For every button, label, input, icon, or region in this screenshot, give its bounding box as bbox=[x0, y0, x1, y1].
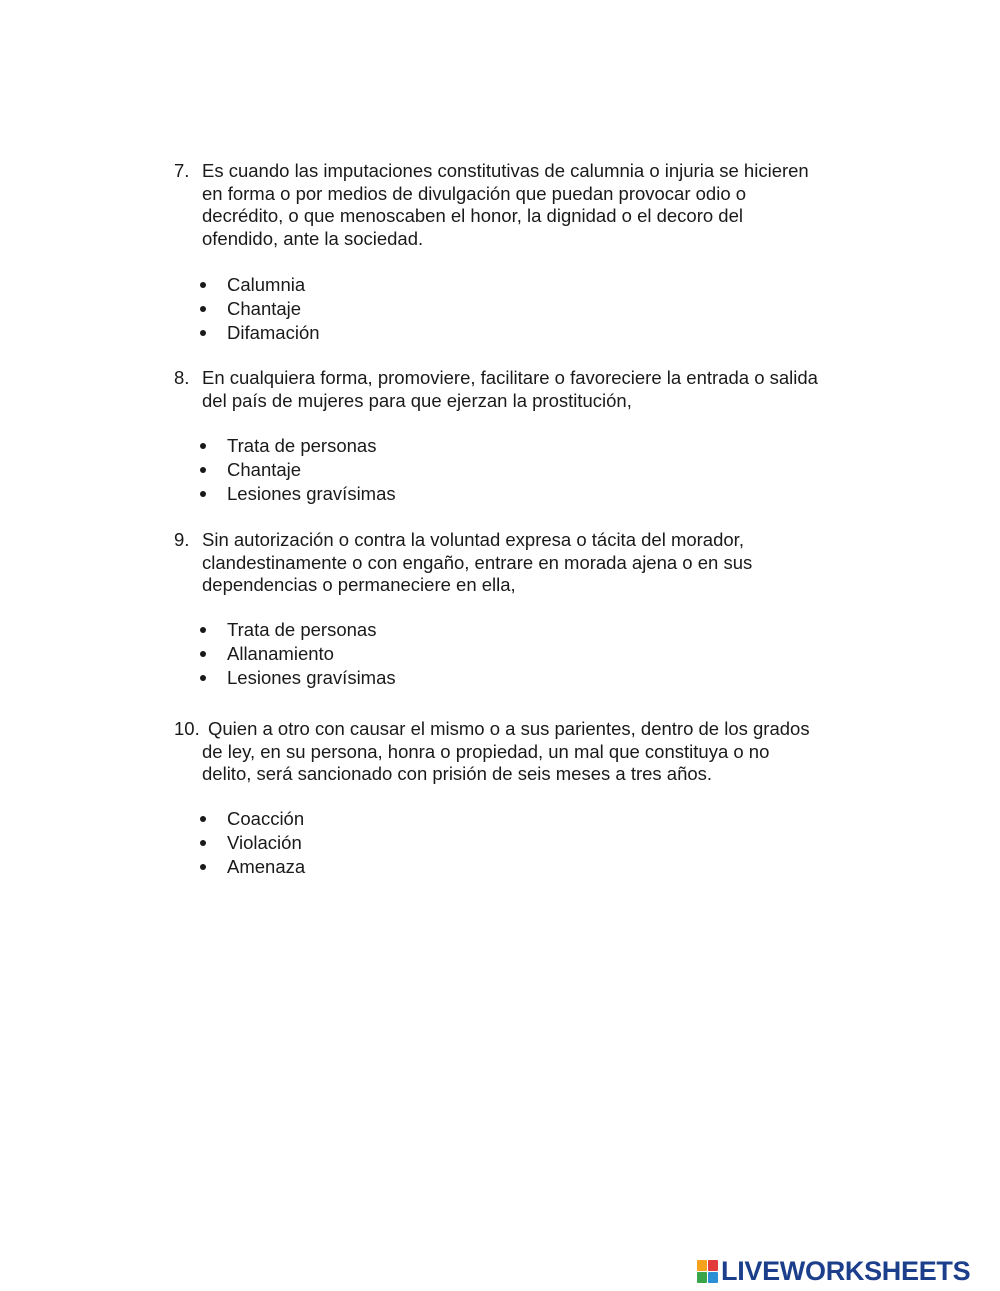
answer-option[interactable] bbox=[198, 273, 598, 297]
question-text-line: del país de mujeres para que ejerzan la prostitución, bbox=[202, 389, 632, 411]
answer-option[interactable] bbox=[198, 807, 598, 831]
answer-option-label: Violación bbox=[227, 832, 302, 853]
answer-option-label: Amenaza bbox=[227, 856, 306, 877]
answer-option-label: Difamación bbox=[227, 322, 320, 343]
logo-mark-tile bbox=[697, 1272, 707, 1283]
question-text-line: Quien a otro con causar el mismo o a sus parientes, dentro de los grados bbox=[208, 718, 810, 739]
bullet-icon bbox=[200, 675, 206, 681]
logo-mark-tile bbox=[697, 1260, 707, 1271]
answer-options-9 bbox=[198, 618, 598, 690]
bullet-icon bbox=[200, 467, 206, 473]
question-number: 8. bbox=[174, 367, 190, 388]
question-7 bbox=[174, 160, 874, 250]
question-text bbox=[202, 529, 874, 597]
answer-option[interactable] bbox=[198, 642, 598, 666]
bullet-icon bbox=[200, 330, 206, 336]
logo-mark-tile bbox=[708, 1260, 718, 1271]
answer-option-label: Calumnia bbox=[227, 274, 306, 295]
question-text-line: En cualquiera forma, promoviere, facilitare o favoreciere la entrada o salida bbox=[202, 367, 818, 388]
answer-options-8 bbox=[198, 434, 598, 506]
answer-option[interactable] bbox=[198, 831, 598, 855]
question-9 bbox=[174, 529, 874, 597]
answer-option[interactable] bbox=[198, 855, 598, 879]
question-text-line: Sin autorización o contra la voluntad expresa o tácita del morador, bbox=[202, 529, 744, 550]
question-text-line: Es cuando las imputaciones constitutivas de calumnia o injuria se hicieren bbox=[202, 160, 809, 181]
question-text-line: de ley, en su persona, honra o propiedad, un mal que constituya o no bbox=[202, 740, 770, 762]
bullet-icon bbox=[200, 306, 206, 312]
answer-option-label: Trata de personas bbox=[227, 435, 377, 456]
answer-options-10 bbox=[198, 807, 598, 879]
bullet-icon bbox=[200, 282, 206, 288]
answer-option[interactable] bbox=[198, 482, 598, 506]
question-text bbox=[202, 718, 874, 786]
answer-option[interactable] bbox=[198, 321, 598, 345]
bullet-icon bbox=[200, 627, 206, 633]
answer-option[interactable] bbox=[198, 297, 598, 321]
answer-option-label: Coacción bbox=[227, 808, 305, 829]
bullet-icon bbox=[200, 651, 206, 657]
answer-option-label: Chantaje bbox=[227, 298, 302, 319]
logo-mark-tile bbox=[708, 1272, 718, 1283]
answer-option-label: Allanamiento bbox=[227, 643, 334, 664]
question-text-line: delito, será sancionado con prisión de seis meses a tres años. bbox=[202, 763, 713, 784]
answer-option-label: Chantaje bbox=[227, 459, 302, 480]
bullet-icon bbox=[200, 840, 206, 846]
question-10 bbox=[174, 718, 874, 786]
question-number: 7. bbox=[174, 160, 190, 181]
answer-option-label: Lesiones gravísimas bbox=[227, 483, 396, 504]
question-number: 10. bbox=[174, 718, 200, 739]
bullet-icon bbox=[200, 816, 206, 822]
bullet-icon bbox=[200, 864, 206, 870]
question-number: 9. bbox=[174, 529, 190, 550]
logo-mark-icon bbox=[697, 1260, 718, 1283]
bullet-icon bbox=[200, 491, 206, 497]
answer-option[interactable] bbox=[198, 618, 598, 642]
question-text-line: en forma o por medios de divulgación que puedan provocar odio o bbox=[202, 182, 747, 204]
liveworksheets-logo bbox=[697, 1256, 970, 1286]
question-8 bbox=[174, 367, 874, 412]
answer-option[interactable] bbox=[198, 458, 598, 482]
answer-option[interactable] bbox=[198, 434, 598, 458]
question-text-line: dependencias o permaneciere en ella, bbox=[202, 574, 516, 595]
logo-text: LIVEWORKSHEETS bbox=[721, 1256, 971, 1286]
question-text-line: decrédito, o que menoscaben el honor, la dignidad o el decoro del bbox=[202, 205, 743, 226]
bullet-icon bbox=[200, 443, 206, 449]
question-text-line: clandestinamente o con engaño, entrare en morada ajena o en sus bbox=[202, 551, 753, 573]
question-text-line: ofendido, ante la sociedad. bbox=[202, 227, 424, 249]
answer-option-label: Lesiones gravísimas bbox=[227, 667, 396, 688]
question-text bbox=[202, 367, 874, 412]
answer-option-label: Trata de personas bbox=[227, 619, 377, 640]
answer-options-7 bbox=[198, 273, 598, 345]
question-text bbox=[202, 160, 874, 250]
answer-option[interactable] bbox=[198, 666, 598, 690]
